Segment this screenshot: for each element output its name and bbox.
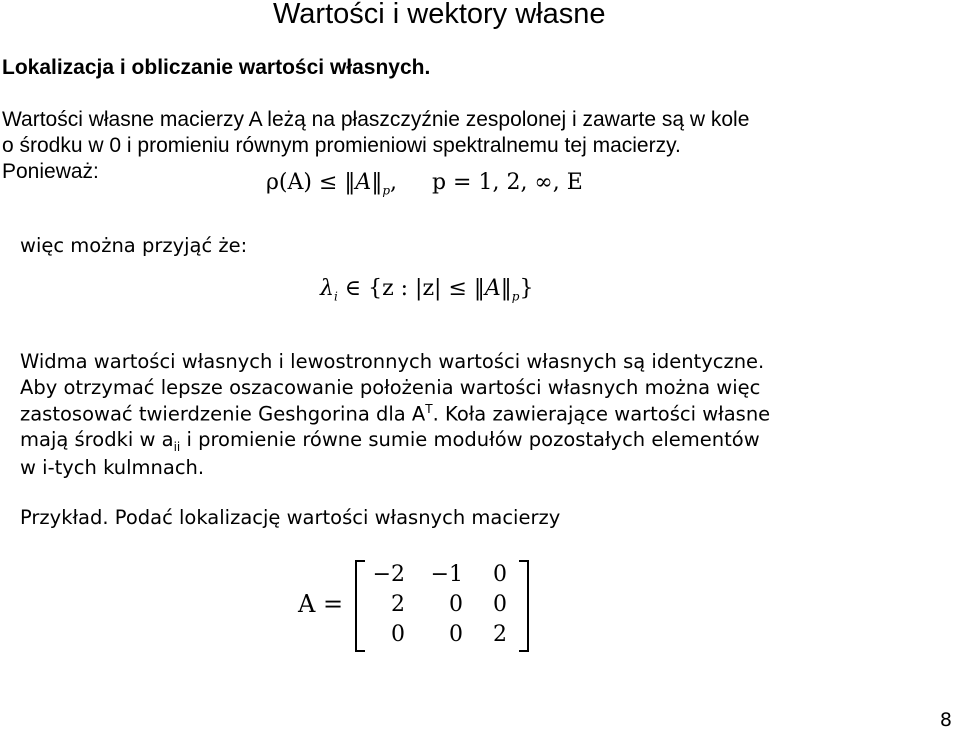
- paragraph-line-4: [20, 428, 760, 454]
- so-label: więc można przyjąć że:: [20, 234, 248, 257]
- matrix-cell-1-1: −2: [372, 562, 405, 587]
- paragraph-line-3-pre: zastosować twierdzenie Geshgorina dla A: [20, 402, 426, 426]
- matrix-cell-2-1: 2: [391, 592, 405, 617]
- example-heading: Przykład. Podać lokalizację wartości własnych macierzy: [20, 506, 561, 529]
- slide-title: Wartości i wektory własne: [273, 0, 606, 30]
- matrix-cell-1-3: 0: [493, 562, 507, 587]
- formula1-norm-open: ‖: [344, 170, 356, 195]
- paragraph-line-1: Widma wartości własnych i lewostronnych wartości własnych są identyczne.: [20, 350, 765, 373]
- paragraph-line-4-post: i promienie równe sumie modułów pozostałych elementów: [180, 428, 760, 451]
- matrix-cell-3-2: 0: [449, 622, 463, 647]
- matrix-cell-1-2: −1: [430, 562, 463, 587]
- formula2-end: }: [519, 276, 534, 301]
- intro-line-2: o środku w 0 i promieniu równym promieniowi spektralnemu tej macierzy.: [2, 134, 681, 157]
- matrix-cell-2-2: 0: [449, 592, 463, 617]
- matrix-cell-3-3: 2: [493, 622, 507, 647]
- paragraph-line-4-pre: mają środki w a: [20, 428, 174, 451]
- matrix-cell-2-3: 0: [493, 592, 507, 617]
- paragraph-line-2: Aby otrzymać lepsze oszacowanie położenia wartości własnych można więc: [20, 376, 761, 399]
- spectral-radius-formula: [266, 170, 583, 197]
- formula1-matrix-a: A: [355, 170, 372, 195]
- because-label: Ponieważ:: [2, 160, 99, 183]
- paragraph-line-5: w i-tych kulmnach.: [20, 456, 205, 479]
- intro-line-1: Wartości własne macierzy A leżą na płaszczyźnie zespolonej i zawarte są w kole: [2, 108, 750, 131]
- section-heading: Lokalizacja i obliczanie wartości własnych.: [2, 56, 431, 79]
- formula2-norm-close: ‖: [500, 276, 512, 301]
- formula2-norm-open: ‖: [473, 276, 485, 301]
- page-number: 8: [939, 709, 952, 731]
- formula1-sub-p: p: [382, 183, 390, 198]
- formula1-tail: , p = 1, 2, ∞, E: [390, 170, 583, 195]
- formula2-matrix-a: A: [484, 276, 501, 301]
- matrix-cell-3-1: 0: [391, 622, 405, 647]
- formula2-sub-i: i: [333, 289, 338, 304]
- formula2-mid: ∈ {z : |z| ≤: [337, 276, 474, 301]
- eigenvalue-bound-formula: [320, 276, 533, 303]
- paragraph-line-3-post: . Koła zawierające wartości własne: [432, 402, 771, 426]
- paragraph-line-3: [20, 402, 770, 426]
- paragraph-line-3-sup: T: [425, 402, 433, 416]
- formula1-norm-close: ‖: [371, 170, 383, 195]
- formula2-lambda: λ: [320, 276, 334, 301]
- formula2-sub-p: p: [511, 289, 520, 304]
- formula1-rho: ρ(A) ≤: [266, 170, 345, 195]
- matrix-label: A =: [298, 590, 344, 618]
- paragraph-line-4-sub: ii: [173, 439, 181, 454]
- matrix-bracket: [355, 560, 529, 652]
